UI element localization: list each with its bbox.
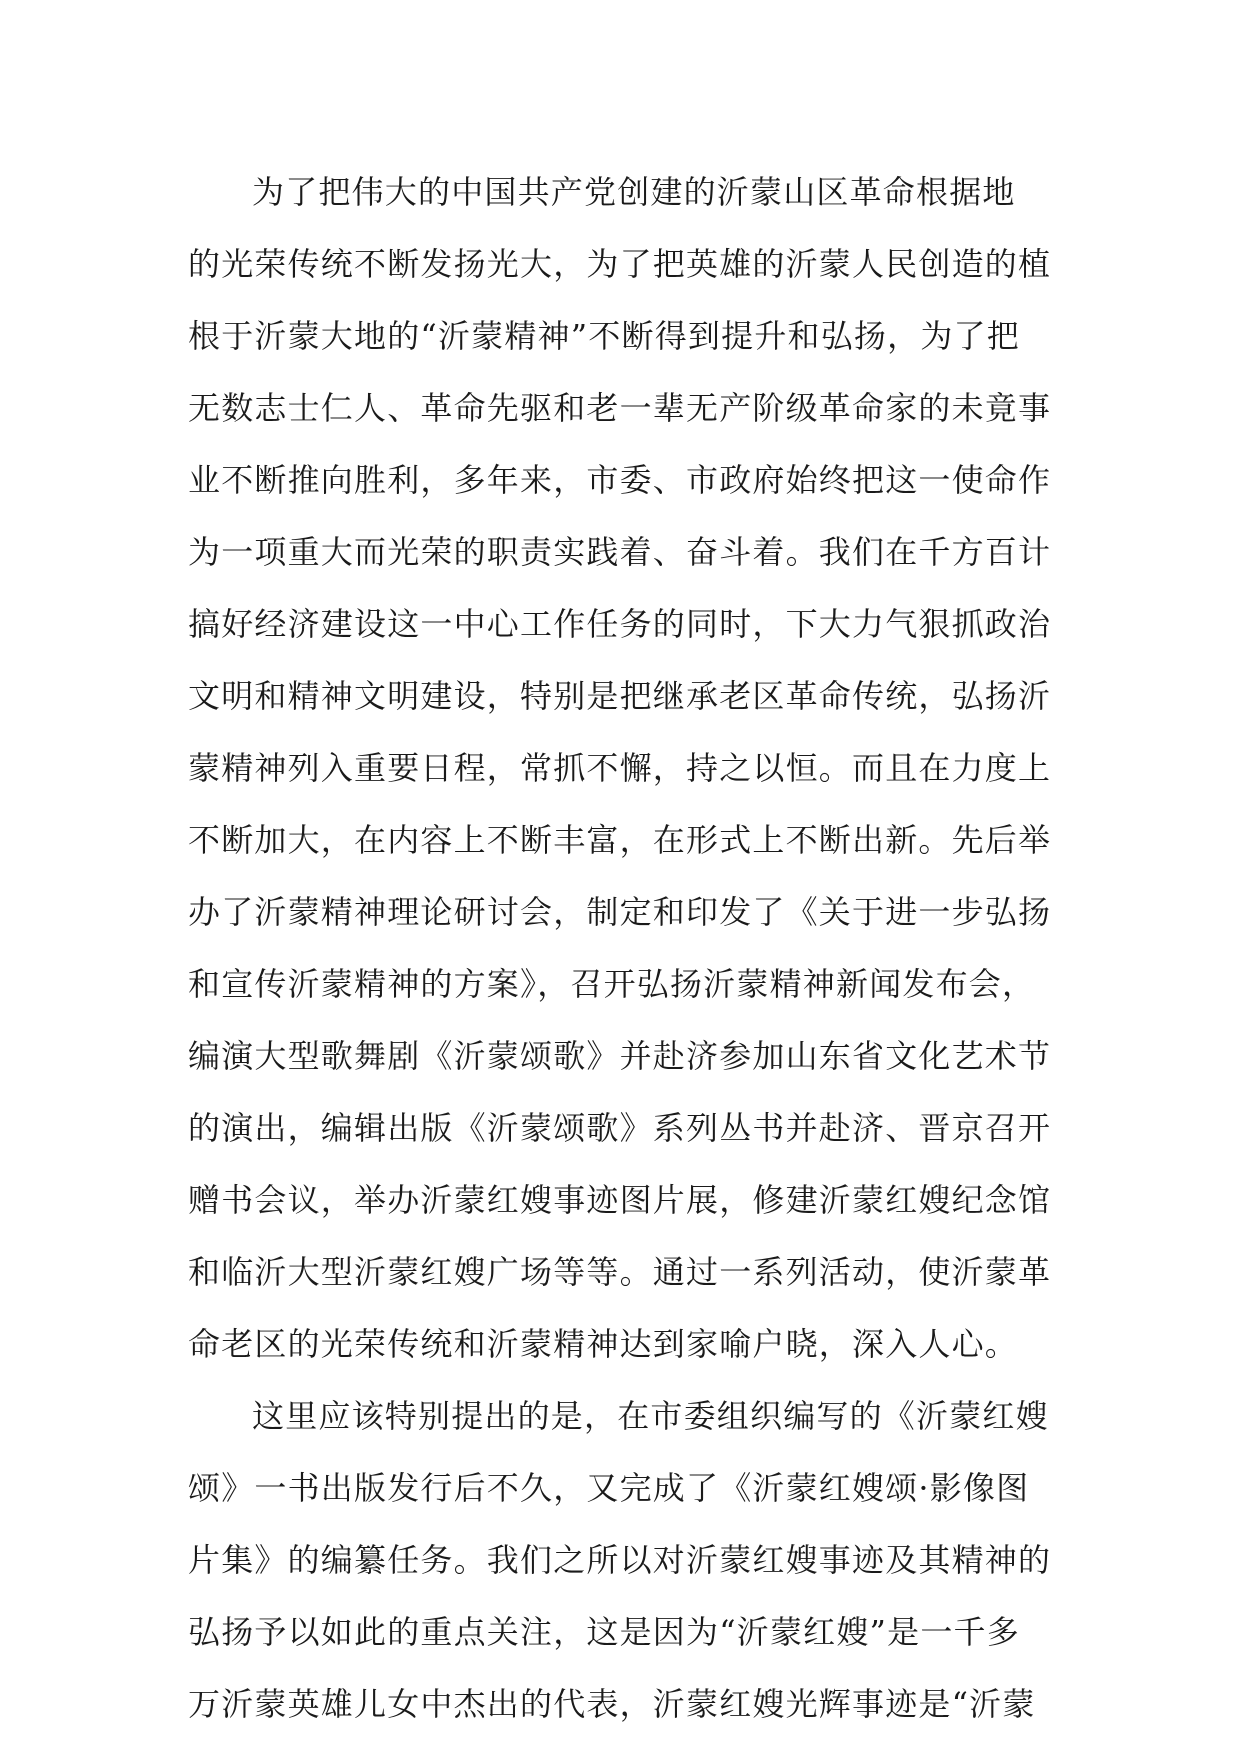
paragraph-line: 和宣传沂蒙精神的方案》，召开弘扬沂蒙精神新闻发布会， bbox=[188, 965, 1036, 1003]
paragraph-line: 根于沂蒙大地的“沂蒙精神”不断得到提升和弘扬，为了把 bbox=[188, 317, 1020, 355]
paragraph-line: 办了沂蒙精神理论研讨会，制定和印发了《关于进一步弘扬 bbox=[188, 893, 1052, 931]
body-text bbox=[188, 156, 1068, 1740]
paragraph-line: 蒙精神列入重要日程，常抓不懈，持之以恒。而且在力度上 bbox=[188, 749, 1052, 787]
paragraph-line: 业不断推向胜利，多年来，市委、市政府始终把这一使命作 bbox=[188, 461, 1052, 499]
paragraph-line: 万沂蒙英雄儿女中杰出的代表，沂蒙红嫂光辉事迹是“沂蒙 bbox=[188, 1685, 1036, 1723]
paragraph-line: 弘扬予以如此的重点关注，这是因为“沂蒙红嫂”是一千多 bbox=[188, 1613, 1020, 1651]
paragraph-line: 赠书会议，举办沂蒙红嫂事迹图片展，修建沂蒙红嫂纪念馆 bbox=[188, 1181, 1052, 1219]
paragraph-line: 文明和精神文明建设，特别是把继承老区革命传统，弘扬沂 bbox=[188, 677, 1052, 715]
paragraph-line: 为了把伟大的中国共产党创建的沂蒙山区革命根据地 bbox=[252, 173, 1016, 211]
paragraph-line: 不断加大，在内容上不断丰富，在形式上不断出新。先后举 bbox=[188, 821, 1052, 859]
paragraph-line: 这里应该特别提出的是，在市委组织编写的《沂蒙红嫂 bbox=[252, 1397, 1049, 1435]
paragraph-2 bbox=[188, 1380, 1068, 1740]
paragraph-line: 无数志士仁人、革命先驱和老一辈无产阶级革命家的未竟事 bbox=[188, 389, 1052, 427]
paragraph-line: 编演大型歌舞剧《沂蒙颂歌》并赴济参加山东省文化艺术节 bbox=[188, 1037, 1052, 1075]
paragraph-line: 和临沂大型沂蒙红嫂广场等等。通过一系列活动，使沂蒙革 bbox=[188, 1253, 1052, 1291]
paragraph-line: 搞好经济建设这一中心工作任务的同时，下大力气狠抓政治 bbox=[188, 605, 1052, 643]
paragraph-line: 的光荣传统不断发扬光大，为了把英雄的沂蒙人民创造的植 bbox=[188, 245, 1052, 283]
paragraph-line: 为一项重大而光荣的职责实践着、奋斗着。我们在千方百计 bbox=[188, 533, 1052, 571]
paragraph-line: 的演出，编辑出版《沂蒙颂歌》系列丛书并赴济、晋京召开 bbox=[188, 1109, 1052, 1147]
paragraph-line: 命老区的光荣传统和沂蒙精神达到家喻户晓，深入人心。 bbox=[188, 1325, 1019, 1363]
paragraph-line: 片集》的编纂任务。我们之所以对沂蒙红嫂事迹及其精神的 bbox=[188, 1541, 1052, 1579]
paragraph-1 bbox=[188, 156, 1068, 1380]
paragraph-line: 颂》一书出版发行后不久，又完成了《沂蒙红嫂颂·影像图 bbox=[188, 1469, 1030, 1507]
